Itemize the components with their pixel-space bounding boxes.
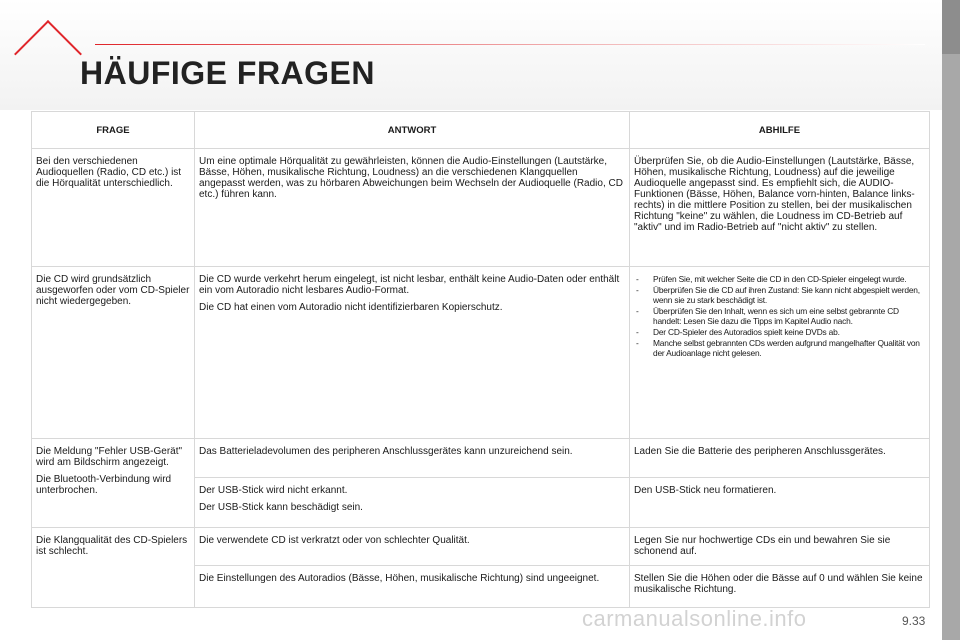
list-item: - Manche selbst gebrannten CDs werden aufgrund mangelhafter Qualität von der Audioanlage nicht gelesen.	[634, 338, 925, 358]
frage-cell: Die CD wird grundsätzlich ausgeworfen oder vom CD-Spieler nicht wiedergegeben.	[32, 267, 195, 439]
header-frage: FRAGE	[32, 112, 195, 149]
abhilfe-cell: Stellen Sie die Höhen oder die Bässe auf 0 und wählen Sie keine musikalische Richtung.	[630, 566, 930, 608]
antwort-cell: Das Batterieladevolumen des peripheren Anschlussgerätes kann unzureichend sein.	[195, 439, 630, 478]
page-number: 9.33	[902, 614, 926, 628]
table-row	[32, 267, 930, 439]
abhilfe-cell: Den USB-Stick neu formatieren.	[630, 478, 930, 528]
frage-cell: Bei den verschiedenen Audioquellen (Radio, CD etc.) ist die Hörqualität unterschiedlich.	[32, 149, 195, 267]
antwort-paragraph: Die CD hat einen vom Autoradio nicht identifizierbaren Kopierschutz.	[199, 302, 503, 313]
header-antwort: ANTWORT	[195, 112, 630, 149]
antwort-paragraph: Der USB-Stick kann beschädigt sein.	[199, 502, 363, 513]
antwort-cell	[195, 478, 630, 528]
antwort-cell	[195, 267, 630, 439]
header-abhilfe: ABHILFE	[630, 112, 930, 149]
list-item: - Überprüfen Sie den Inhalt, wenn es sich um eine selbst gebrannte CD handelt: Lesen Sie dazu die Tipps im Kapitel Audio nach.	[634, 306, 925, 326]
table-row	[32, 149, 930, 267]
frage-paragraph: Die Bluetooth-Verbindung wird unterbrochen.	[36, 474, 172, 496]
side-bar	[942, 0, 960, 640]
table-header-row	[32, 112, 930, 149]
watermark: carmanualsonline.info	[582, 606, 807, 631]
table-row	[32, 528, 930, 566]
page-title: HÄUFIGE FRAGEN	[80, 55, 375, 91]
list-item: - Der CD-Spieler des Autoradios spielt keine DVDs ab.	[634, 327, 925, 337]
abhilfe-cell: Laden Sie die Batterie des peripheren Anschlussgerätes.	[630, 439, 930, 478]
antwort-paragraph: Die CD wurde verkehrt herum eingelegt, ist nicht lesbar, enthält keine Audio-Daten oder enthält ein vom Autoradio nicht lesbares Audio-Format.	[199, 274, 620, 296]
abhilfe-cell: Überprüfen Sie, ob die Audio-Einstellungen (Lautstärke, Bässe, Höhen, musikalische Richtung, Loudness) auf die jeweilige Audioquelle angepasst sind. Es empfiehlt sich, die AUDIO-Funktionen (Bässe, Höhen, Balance vorn-hinten, Balance links-rechts) in die mittlere Position zu stellen, bei der musikalischen Richtung "keine" zu wählen, die Loudness im CD-Betrieb auf "aktiv" und im Radio-Betrieb auf "nicht aktiv" zu stellen.	[630, 149, 930, 267]
list-item: - Prüfen Sie, mit welcher Seite die CD in den CD-Spieler eingelegt wurde.	[634, 274, 925, 284]
abhilfe-cell	[630, 267, 930, 439]
frage-cell: Die Klangqualität des CD-Spielers ist schlecht.	[32, 528, 195, 608]
list-item: - Überprüfen Sie die CD auf ihren Zustand: Sie kann nicht abgespielt werden, wenn sie zu stark beschädigt ist.	[634, 285, 925, 305]
frage-paragraph: Die Meldung "Fehler USB-Gerät" wird am Bildschirm angezeigt.	[36, 446, 183, 468]
faq-table	[31, 111, 930, 608]
abhilfe-cell: Legen Sie nur hochwertige CDs ein und bewahren Sie sie schonend auf.	[630, 528, 930, 566]
abhilfe-list	[634, 274, 925, 358]
antwort-paragraph: Der USB-Stick wird nicht erkannt.	[199, 485, 348, 496]
antwort-cell: Die Einstellungen des Autoradios (Bässe, Höhen, musikalische Richtung) sind ungeeignet.	[195, 566, 630, 608]
header-red-line	[95, 44, 925, 45]
antwort-cell: Um eine optimale Hörqualität zu gewährleisten, können die Audio-Einstellungen (Lautstärke, Bässe, Höhen, musikalische Richtung, Loudness) an die verschiedenen Klangquellen angepasst werden, was zu hörbaren Abweichungen beim Wechseln der Audioquelle (Radio, CD etc.) führen kann.	[195, 149, 630, 267]
side-bar-tab	[942, 0, 960, 54]
frage-cell	[32, 439, 195, 528]
table-row	[32, 439, 930, 478]
antwort-cell: Die verwendete CD ist verkratzt oder von schlechter Qualität.	[195, 528, 630, 566]
